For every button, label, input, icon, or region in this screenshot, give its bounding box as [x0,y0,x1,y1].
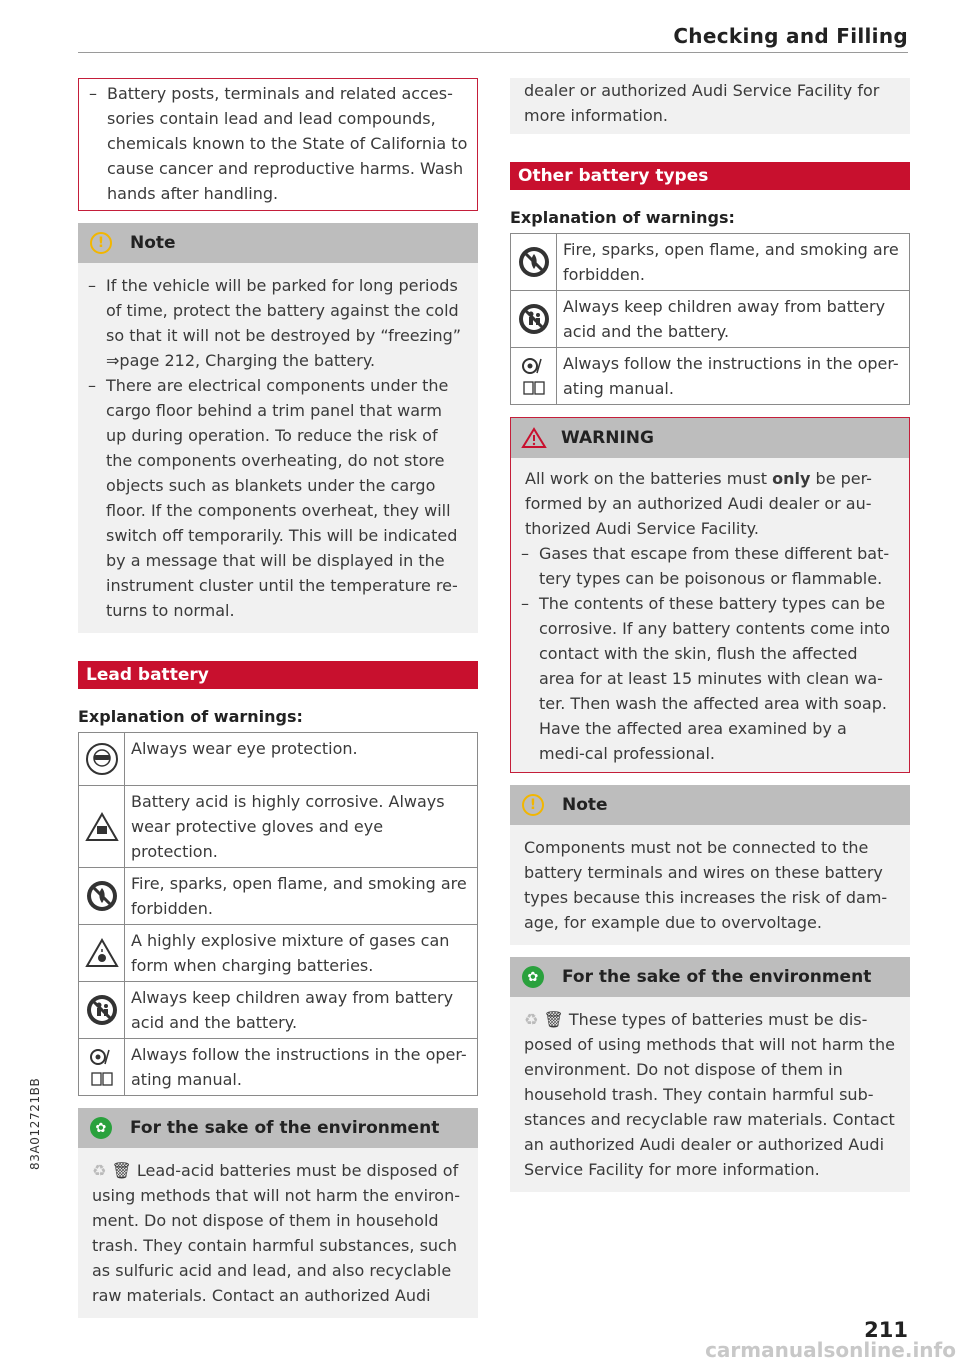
warnings-table [510,233,910,405]
environment-title: For the sake of the environment [562,967,872,987]
environment-icon: ✿ [90,1117,112,1139]
warning-row [511,234,909,290]
manual-icon [511,348,557,404]
bullet-item: – The contents of these battery types can be corrosive. If any battery contents come into contact with the skin, flush the affected area for at least 15 minutes with clean wa-ter. Then wash the affected area with soap. Have the affected area examined by a medi-cal professional. [511,591,895,766]
warning-text: Always keep children away from battery acid and the battery. [563,297,886,341]
note-box [78,223,478,633]
recycle-icon: ♻ [524,1010,539,1029]
warning-row [79,981,477,1038]
note-header [78,223,478,263]
warning-text: Battery acid is highly corrosive. Always wear protective gloves and eye protection. [131,792,445,861]
environment-icon: ✿ [522,966,544,988]
explosive-warning-icon [79,925,125,981]
note-body [510,825,910,945]
note-box [510,785,910,945]
note-title: Note [130,233,176,253]
keep-children-away-icon [79,982,125,1038]
warning-text: Always follow the instructions in the oper-ating manual. [131,1045,467,1089]
watermark: carmanualsonline.info [705,1338,956,1362]
no-fire-icon [511,234,557,290]
note-header [510,785,910,825]
explanation-title: Explanation of warnings: [510,208,735,227]
note-title: Note [562,795,608,815]
environment-text: Lead-acid batteries must be disposed of using methods that will not harm the environ-ment. Do not dispose of them in household trash. They contain harmful substances, such as sulfuric acid and lead, and also recyclable raw materials. Contact an authorized Audi [92,1161,460,1305]
continued-text: dealer or authorized Audi Service Facility for more information. [524,81,880,125]
recycle-icon: ♻ [92,1161,107,1180]
note-text: Components must not be connected to the battery terminals and wires on these battery types because this increases the risk of dam-age, for example due to overvoltage. [524,838,888,932]
disposal-bin-icon: 🗑 [543,1010,564,1029]
warning-text: A highly explosive mixture of gases can form when charging batteries. [131,931,450,975]
section-title-lead-battery: Lead battery [78,661,478,689]
california-bullets [79,81,477,206]
environment-header [510,957,910,997]
document-code: 83A012721BB [28,1077,42,1170]
warning-row [79,924,477,981]
bullet-item: – Gases that escape from these different bat-tery types can be poisonous or flammable. [511,541,895,591]
warning-intro-bold: only [772,469,811,488]
california-warning-box [78,78,478,211]
warning-header [511,418,909,458]
bullet-item: – There are electrical components under the cargo floor behind a trim panel that warm up during operation. To reduce the risk of the components overheating, do not store objects such as blankets under the cargo floor. If the components overheat, they will switch off temporarily. This will be indicated by a message that will be displayed in the instrument cluster until the temperature re-turns to normal. [78,373,464,623]
left-column [78,78,478,1318]
page-number: 211 [864,1318,908,1342]
note-body [78,263,478,633]
bullet-item: – If the vehicle will be parked for long periods of time, protect the battery against the cold so that it will not be destroyed by “freezing” ⇒page 212, Charging the battery. [78,273,464,373]
explanation-title: Explanation of warnings: [78,707,303,726]
note-exclamation-icon: ! [522,794,544,816]
warning-row [79,733,477,785]
eye-protection-icon [79,733,125,785]
environment-paragraph [524,1007,896,1182]
note-bullets [78,273,464,623]
warning-text: Always keep children away from battery acid and the battery. [131,988,454,1032]
corrosive-warning-icon [79,786,125,867]
environment-text: These types of batteries must be dis-posed of using methods that will not harm the environment. Do not dispose of them in household trash. They contain harmful sub-stances and recyclable raw materials. Contact an authorized Audi dealer or authorized Audi Service Facility for more information. [524,1010,895,1179]
warning-row [79,867,477,924]
warning-box [510,417,910,773]
environment-box [510,957,910,1192]
continued-text-box [510,78,910,134]
warning-intro-text: All work on the batteries must [525,469,773,488]
keep-children-away-icon [511,291,557,347]
note-exclamation-icon: ! [90,232,112,254]
warning-row [511,347,909,404]
environment-title: For the sake of the environment [130,1118,440,1138]
section-title-other-battery-types: Other battery types [510,162,910,190]
environment-box [78,1108,478,1318]
warning-intro [525,466,895,541]
disposal-bin-icon: 🗑 [111,1161,132,1180]
right-column [510,78,910,1192]
environment-header [78,1108,478,1148]
warnings-table [78,732,478,1096]
warning-text: Always follow the instructions in the oper-ating manual. [563,354,899,398]
warning-bullets [511,541,895,766]
warning-text: Always wear eye protection. [131,739,358,758]
environment-body [510,997,910,1192]
warning-text: Fire, sparks, open flame, and smoking are forbidden. [131,874,467,918]
warning-row [79,1038,477,1095]
warning-row [511,290,909,347]
warning-row [79,785,477,867]
warning-text: Fire, sparks, open flame, and smoking are forbidden. [563,240,899,284]
environment-paragraph [92,1158,464,1308]
warning-body [511,458,909,772]
no-fire-icon [79,868,125,924]
bullet-item: – Battery posts, terminals and related acces-sories contain lead and lead compounds, chemicals known to the State of California to cause cancer and reproductive harms. Wash hands after handling. [79,81,477,206]
environment-body [78,1148,478,1318]
manual-icon [79,1039,125,1095]
header-divider [78,52,908,53]
warning-triangle-icon [521,427,547,449]
warning-title: WARNING [561,428,654,448]
page-header-title: Checking and Filling [673,24,908,48]
warning-intro-text-2: be per-formed by an authorized Audi dealer or au-thorized Audi Service Facility. [525,469,872,538]
